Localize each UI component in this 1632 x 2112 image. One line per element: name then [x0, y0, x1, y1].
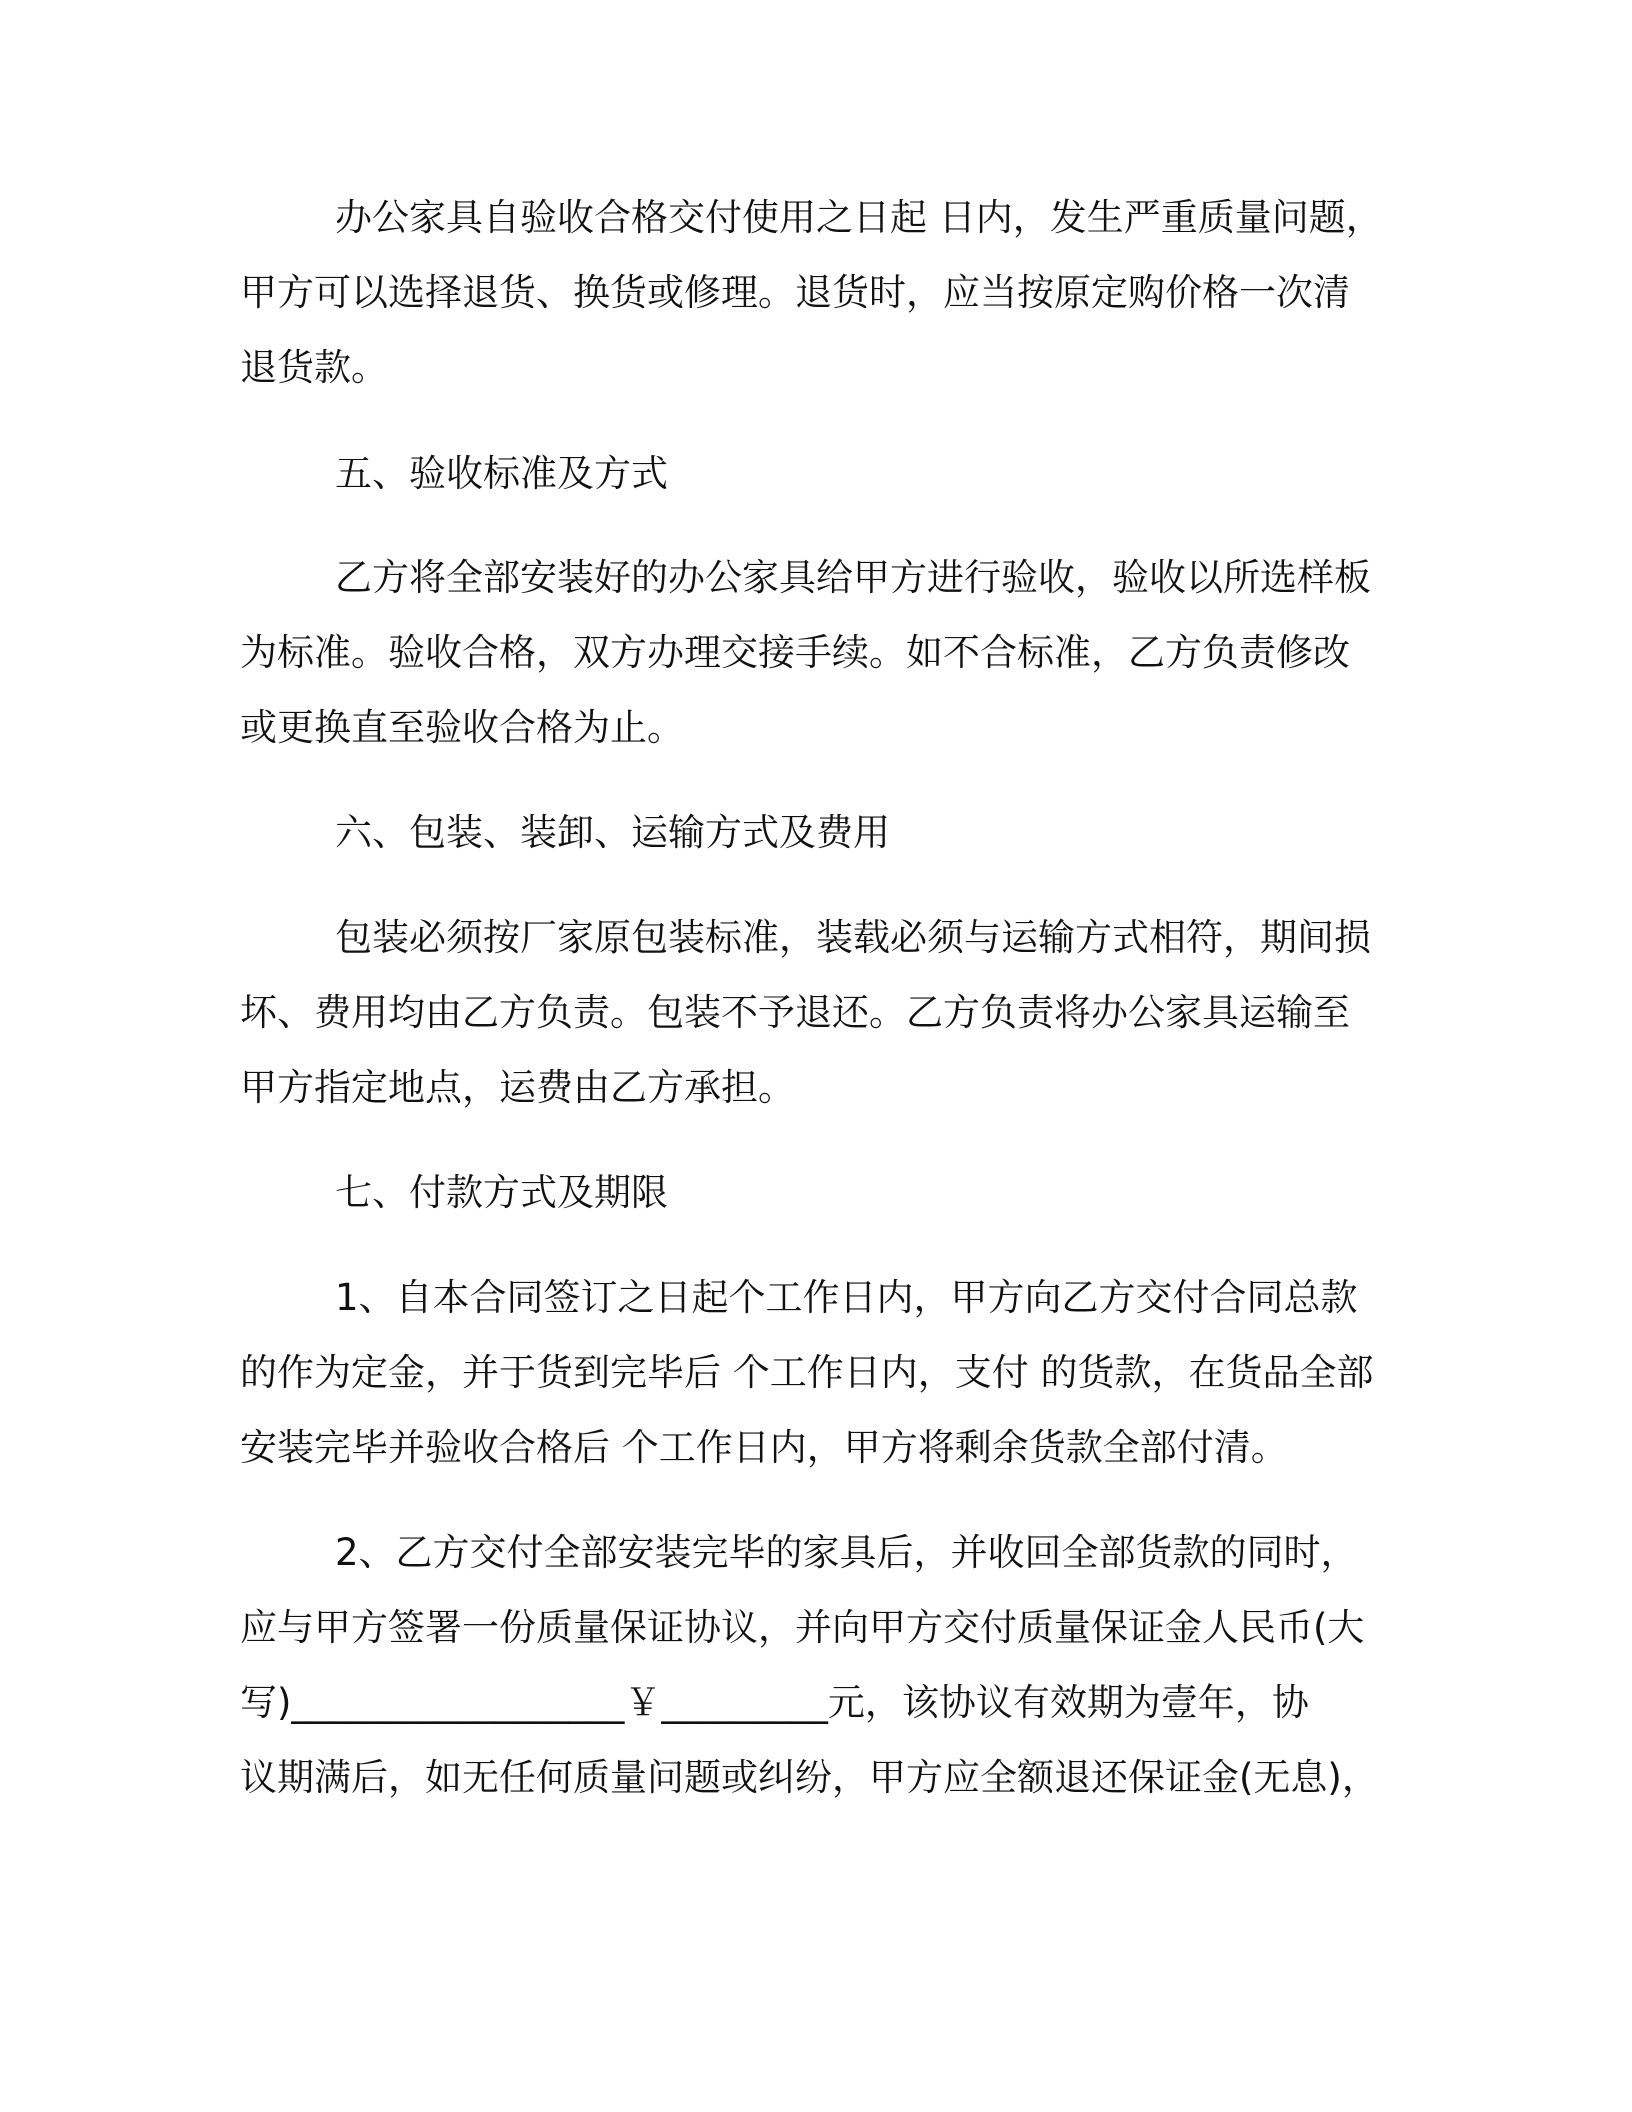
- paragraph-payment-2-line-1: 2、乙方交付全部安装完毕的家具后，并收回全部货款的同时，: [335, 1531, 1358, 1574]
- paragraph-warranty-line-2: 甲方可以选择退货、换货或修理。退货时，应当按原定购价格一次清: [240, 271, 1350, 314]
- paragraph-payment-2-line-4: 议期满后，如无任何质量问题或纠纷，甲方应全额退还保证金(无息)，: [240, 1756, 1379, 1799]
- paragraph-warranty-line-1: 办公家具自验收合格交付使用之日起 日内，发生严重质量问题，: [335, 196, 1383, 239]
- heading-section-7: 七、付款方式及期限: [335, 1171, 668, 1214]
- paragraph-payment-1-line-3: 安装完毕并验收合格后 个工作日内，甲方将剩余货款全部付清。: [240, 1426, 1288, 1469]
- paragraph-packaging-line-3: 甲方指定地点，运费由乙方承担。: [240, 1066, 795, 1109]
- paragraph-payment-1-line-2: 的作为定金，并于货到完毕后 个工作日内，支付 的货款，在货品全部: [240, 1351, 1374, 1394]
- paragraph-acceptance-line-1: 乙方将全部安装好的办公家具给甲方进行验收，验收以所选样板: [335, 556, 1371, 599]
- paragraph-packaging-line-1: 包装必须按厂家原包装标准，装载必须与运输方式相符，期间损: [335, 916, 1371, 959]
- paragraph-warranty-line-3: 退货款。: [240, 346, 388, 389]
- paragraph-packaging-line-2: 坏、费用均由乙方负责。包装不予退还。乙方负责将办公家具运输至: [240, 991, 1350, 1034]
- heading-section-5: 五、验收标准及方式: [335, 452, 668, 495]
- paragraph-payment-2-line-3: 写)__________________￥_________元，该协议有效期为壹年，协: [240, 1681, 1309, 1724]
- paragraph-acceptance-line-2: 为标准。验收合格，双方办理交接手续。如不合标准，乙方负责修改: [240, 631, 1350, 674]
- heading-section-6: 六、包装、装卸、运输方式及费用: [335, 811, 890, 854]
- paragraph-payment-1-line-1: 1、自本合同签订之日起个工作日内，甲方向乙方交付合同总款: [335, 1276, 1358, 1319]
- paragraph-payment-2-line-2: 应与甲方签署一份质量保证协议，并向甲方交付质量保证金人民币(大: [240, 1606, 1365, 1649]
- paragraph-acceptance-line-3: 或更换直至验收合格为止。: [240, 706, 684, 749]
